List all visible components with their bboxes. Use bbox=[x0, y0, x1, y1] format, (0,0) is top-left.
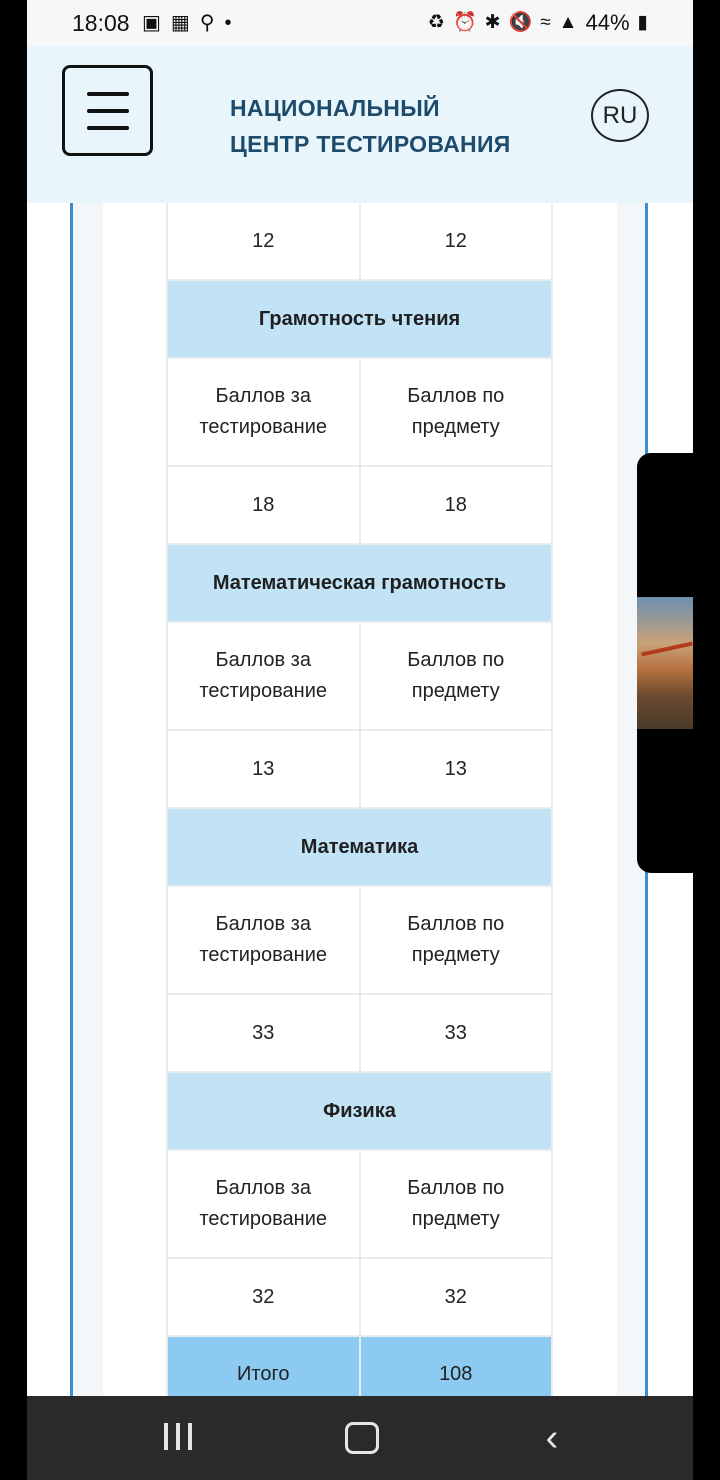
test-score-cell: 18 bbox=[167, 466, 360, 544]
total-label: Итого bbox=[167, 1336, 360, 1396]
table-row bbox=[167, 1258, 552, 1336]
table-row bbox=[167, 466, 552, 544]
scores-table bbox=[166, 203, 553, 1396]
bridge-image-detail bbox=[641, 642, 693, 657]
search-icon: ⚲ bbox=[199, 12, 215, 34]
subject-title: Физика bbox=[167, 1072, 552, 1150]
results-content bbox=[27, 203, 693, 1396]
subject-title: Математика bbox=[167, 808, 552, 886]
wifi-icon: ≈ bbox=[540, 12, 551, 33]
hamburger-icon bbox=[87, 92, 129, 96]
test-score-cell: 32 bbox=[167, 1258, 360, 1336]
col-header-test: Баллов за тестирование bbox=[167, 622, 360, 730]
status-left-icons bbox=[142, 0, 231, 46]
total-row bbox=[167, 1336, 552, 1396]
gallery-icon: ▣ bbox=[142, 12, 161, 34]
score-header-row bbox=[167, 622, 552, 730]
menu-button[interactable] bbox=[62, 65, 153, 156]
content-left-panel bbox=[73, 203, 103, 1396]
battery-percent: 44% bbox=[585, 10, 630, 35]
subject-row bbox=[167, 544, 552, 622]
site-title-line2: ЦЕНТР ТЕСТИРОВАНИЯ bbox=[230, 131, 511, 157]
score-header-row bbox=[167, 1150, 552, 1258]
col-header-test: Баллов за тестирование bbox=[167, 886, 360, 994]
status-right-icons bbox=[428, 0, 648, 46]
recent-apps-button[interactable] bbox=[148, 1396, 208, 1480]
battery-icon: ▮ bbox=[637, 12, 648, 33]
col-header-subject: Баллов по предмету bbox=[360, 622, 553, 730]
table-row bbox=[167, 994, 552, 1072]
score-header-row bbox=[167, 886, 552, 994]
subject-score-cell: 33 bbox=[360, 994, 553, 1072]
recycle-icon: ♻ bbox=[427, 12, 445, 33]
mute-icon: 🔇 bbox=[508, 12, 533, 33]
subject-score-cell: 18 bbox=[360, 466, 553, 544]
system-nav-bar bbox=[27, 1396, 693, 1480]
dot-icon: • bbox=[224, 12, 232, 34]
subject-score-cell: 32 bbox=[360, 1258, 553, 1336]
subject-row bbox=[167, 280, 552, 358]
subject-score-cell: 12 bbox=[360, 203, 553, 280]
alarm-icon: ⏰ bbox=[452, 12, 477, 33]
test-score-cell: 33 bbox=[167, 994, 360, 1072]
test-score-cell: 13 bbox=[167, 730, 360, 808]
subject-row bbox=[167, 1072, 552, 1150]
score-header-row bbox=[167, 358, 552, 466]
home-button[interactable] bbox=[332, 1396, 392, 1480]
site-title[interactable] bbox=[230, 90, 511, 162]
site-title-line1: НАЦИОНАЛЬНЫЙ bbox=[230, 95, 440, 121]
side-panel-thumbnail[interactable] bbox=[637, 597, 693, 729]
col-header-subject: Баллов по предмету bbox=[360, 358, 553, 466]
recent-apps-icon bbox=[160, 1423, 196, 1453]
total-value: 108 bbox=[360, 1336, 553, 1396]
hash-icon: ▦ bbox=[170, 12, 190, 34]
col-header-test: Баллов за тестирование bbox=[167, 358, 360, 466]
subject-row bbox=[167, 808, 552, 886]
bluetooth-icon: ✱ bbox=[484, 12, 501, 33]
subject-score-cell: 13 bbox=[360, 730, 553, 808]
col-header-subject: Баллов по предмету bbox=[360, 1150, 553, 1258]
language-button[interactable]: RU bbox=[591, 89, 649, 142]
back-button[interactable] bbox=[522, 1396, 582, 1480]
site-header bbox=[27, 46, 693, 204]
signal-icon: ▲ bbox=[558, 12, 578, 33]
status-bar bbox=[27, 0, 693, 46]
col-header-subject: Баллов по предмету bbox=[360, 886, 553, 994]
floating-side-panel[interactable] bbox=[637, 453, 720, 873]
col-header-test: Баллов за тестирование bbox=[167, 1150, 360, 1258]
home-icon bbox=[345, 1422, 379, 1454]
status-time: 18:08 bbox=[72, 10, 130, 36]
subject-title: Грамотность чтения bbox=[167, 280, 552, 358]
test-score-cell: 12 bbox=[167, 203, 360, 280]
table-row bbox=[167, 730, 552, 808]
back-icon: ‹ bbox=[545, 1416, 559, 1459]
table-row bbox=[167, 203, 552, 280]
subject-title: Математическая грамотность bbox=[167, 544, 552, 622]
